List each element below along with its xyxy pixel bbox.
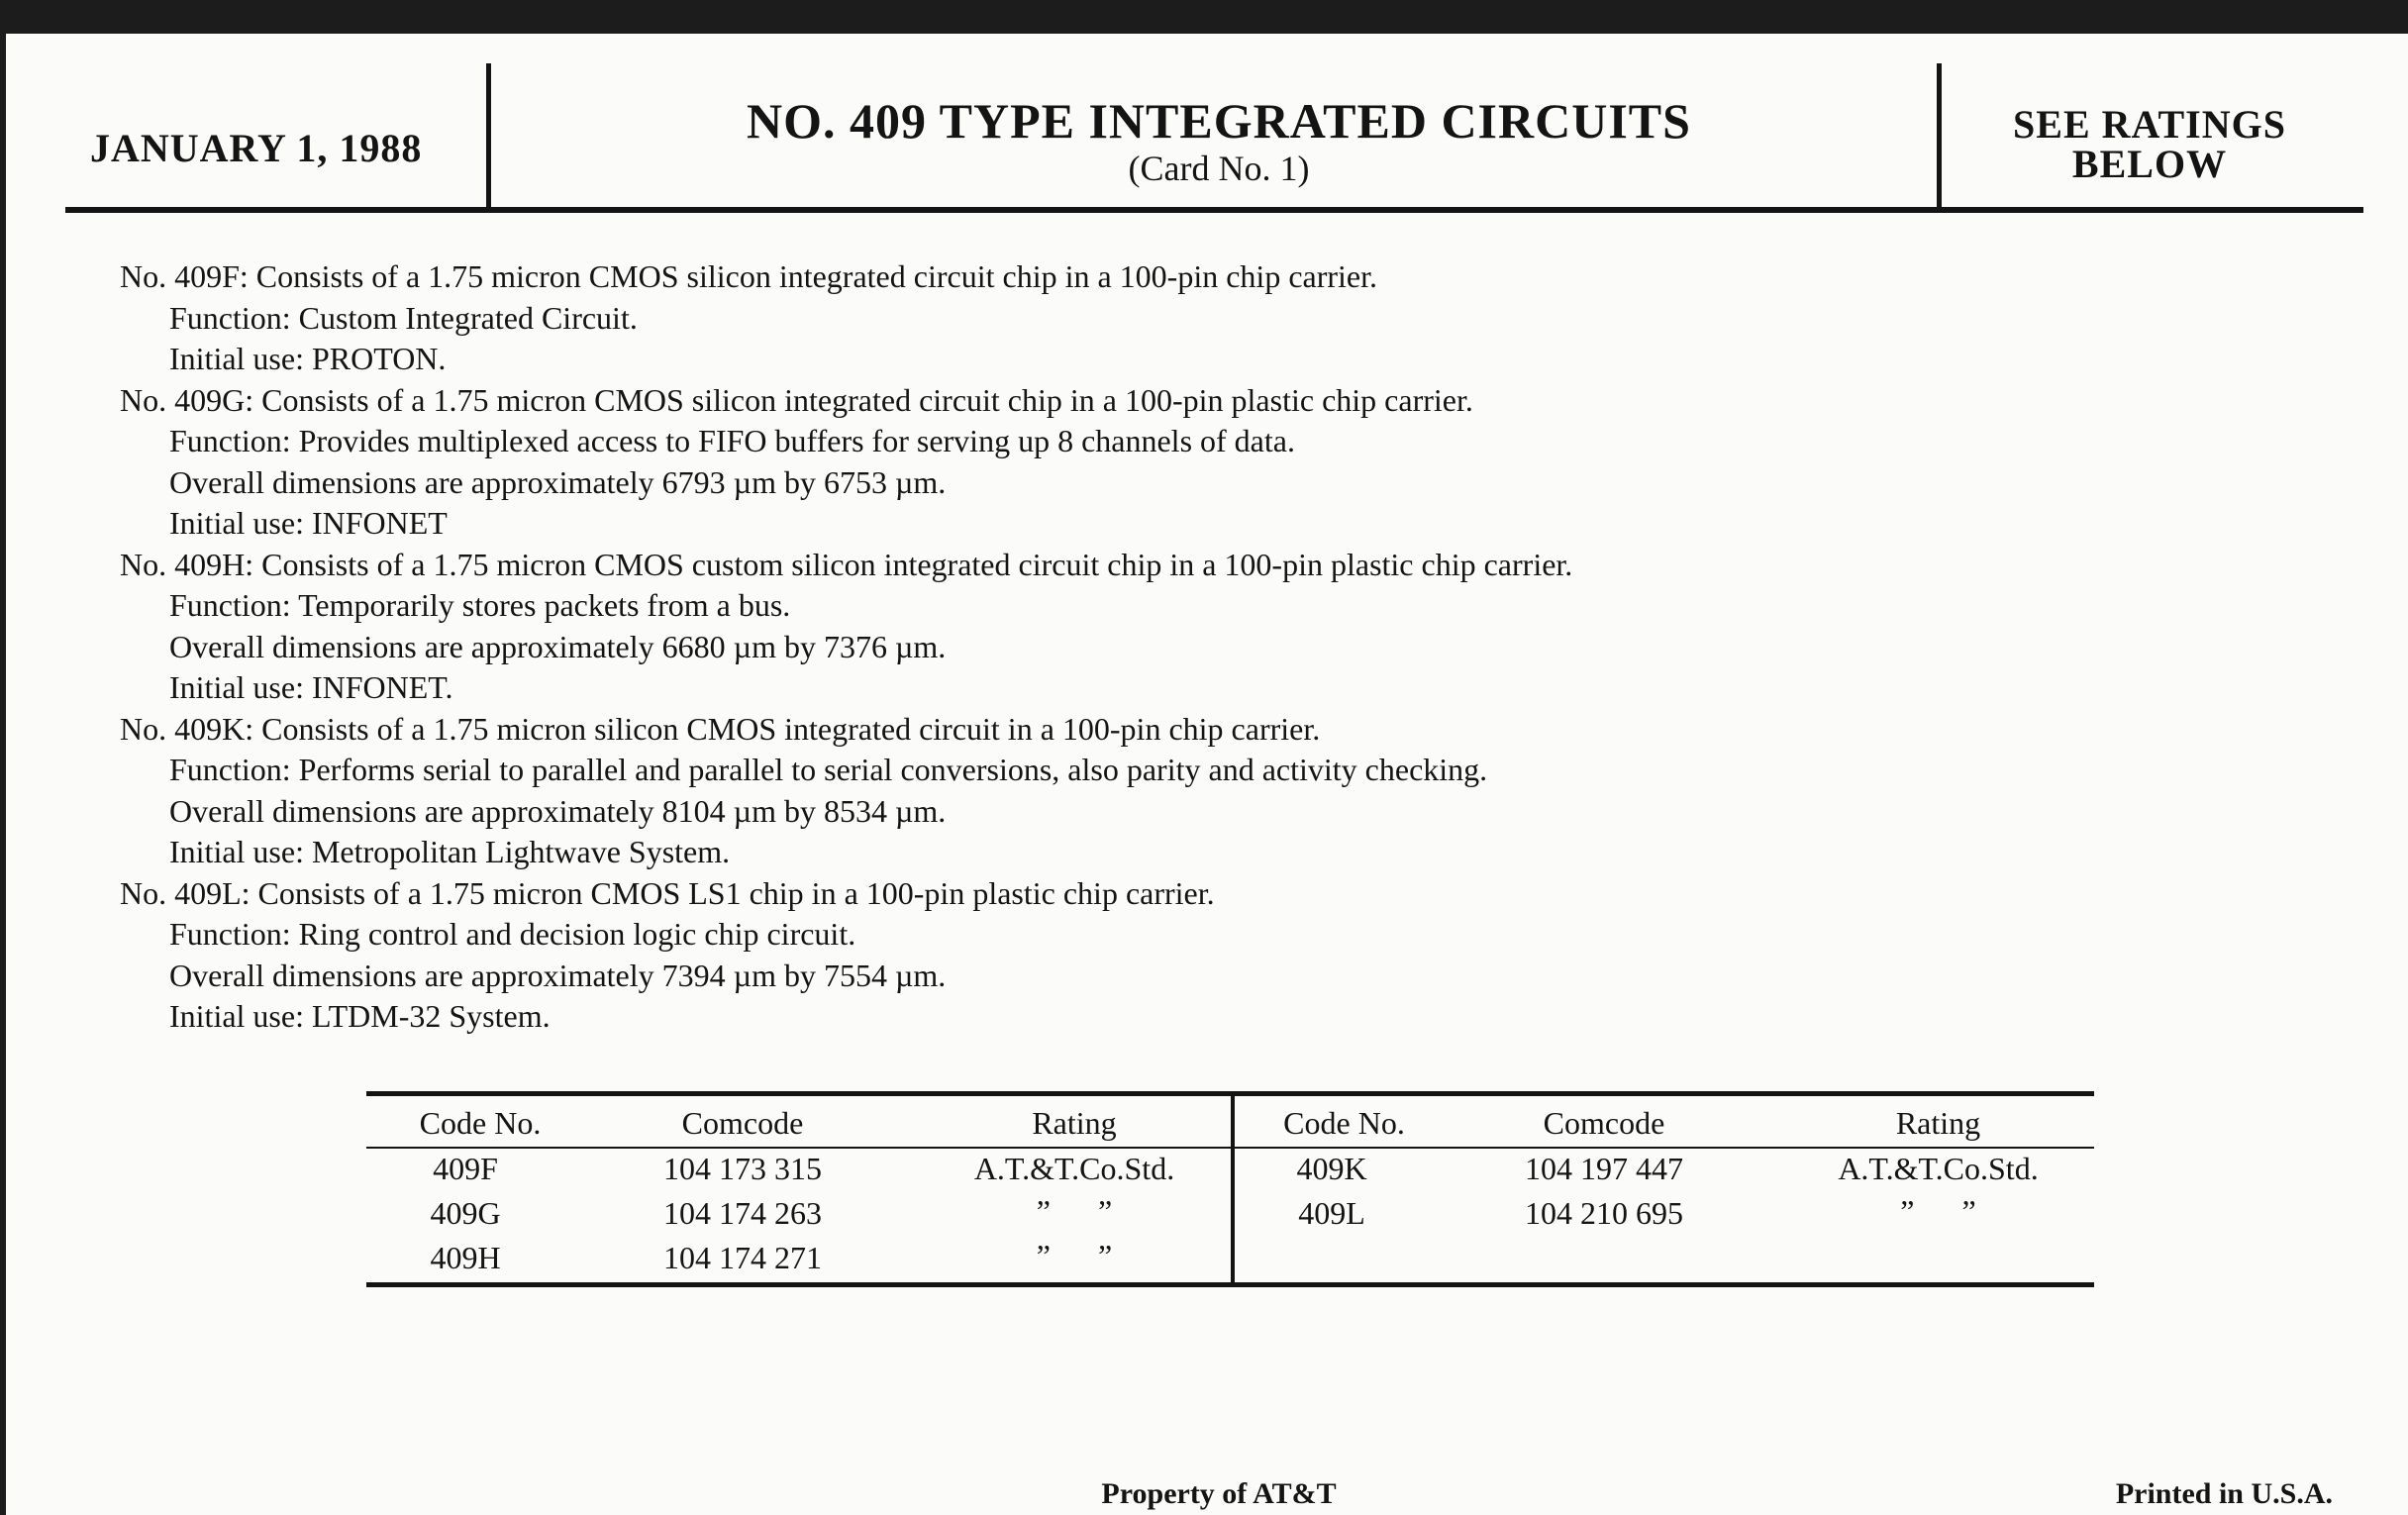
table-cell: ” ” [1900, 1193, 1976, 1229]
ratings-table [366, 1091, 2094, 1289]
header-rule [65, 207, 2363, 213]
col-header-comcode: Comcode [681, 1105, 804, 1141]
entry-line: Function: Custom Integrated Circuit. [169, 299, 638, 336]
entry-line: Overall dimensions are approximately 6680 µm by 7376 µm. [169, 628, 947, 664]
entry-line: Function: Ring control and decision logic chip circuit. [169, 916, 856, 952]
table-cell: 409L [1298, 1195, 1365, 1231]
entry-lead: No. 409L: Consists of a 1.75 micron CMOS LS1 chip in a 100-pin plastic chip carrier. [120, 874, 1215, 911]
col-header-comcode: Comcode [1543, 1105, 1665, 1141]
entry-lead: No. 409F: Consists of a 1.75 micron CMOS silicon integrated circuit chip in a 100-pin chip carrier. [120, 258, 1378, 294]
spec-card [6, 34, 2408, 1515]
entry-line: Function: Performs serial to parallel and parallel to serial conversions, also parity and activity checking. [169, 752, 1488, 787]
card-subtitle: (Card No. 1) [1128, 149, 1310, 188]
footer-printed: Printed in U.S.A. [2115, 1477, 2333, 1510]
entry-line: Initial use: Metropolitan Lightwave System. [169, 834, 731, 869]
card-date: JANUARY 1, 1988 [90, 126, 423, 170]
col-header-rating: Rating [1032, 1105, 1117, 1141]
header-divider-right [1937, 63, 1942, 212]
col-header-rating: Rating [1895, 1105, 1981, 1141]
entry-409h [120, 545, 2249, 709]
entry-lead: No. 409G: Consists of a 1.75 micron CMOS silicon integrated circuit chip in a 100-pin plastic chip carrier. [120, 381, 1473, 418]
entry-line: Function: Provides multiplexed access to FIFO buffers for serving up 8 channels of data. [169, 423, 1295, 458]
table-cell: 104 210 695 [1525, 1195, 1683, 1231]
table-cell: ” ” [1036, 1238, 1113, 1273]
card-title-block [501, 93, 1937, 188]
table-cell: 409F [433, 1151, 498, 1186]
entry-line: Initial use: LTDM-32 System. [169, 998, 551, 1034]
col-header-code: Code No. [419, 1105, 542, 1141]
col-header-code: Code No. [1283, 1105, 1405, 1141]
ratings-note-line1: SEE RATINGS [2013, 102, 2286, 147]
entry-line: Initial use: INFONET. [169, 669, 453, 705]
table-cell: A.T.&T.Co.Std. [1838, 1151, 2039, 1186]
footer-property: Property of AT&T [1101, 1477, 1337, 1510]
table-cell: ” ” [1036, 1193, 1113, 1229]
entry-409k [120, 709, 2249, 873]
table-cell: A.T.&T.Co.Std. [973, 1151, 1175, 1186]
entry-line: Overall dimensions are approximately 7394 µm by 7554 µm. [169, 957, 947, 993]
table-cell: 104 174 263 [663, 1195, 822, 1231]
entries-list [120, 256, 2249, 1038]
entry-lead: No. 409K: Consists of a 1.75 micron silicon CMOS integrated circuit in a 100-pin chip carrier. [120, 710, 1321, 747]
table-cell: 104 173 315 [663, 1151, 822, 1186]
card-title: NO. 409 TYPE INTEGRATED CIRCUITS [747, 93, 1691, 149]
entry-line: Overall dimensions are approximately 8104 µm by 8534 µm. [169, 792, 947, 829]
table-cell: 409H [430, 1240, 501, 1275]
header-divider-left [486, 63, 491, 212]
table-cell: 409K [1296, 1151, 1367, 1186]
table-cell: 104 174 271 [663, 1240, 822, 1275]
ratings-note [1952, 102, 2348, 186]
ratings-note-line2: BELOW [2071, 142, 2228, 186]
entry-lead: No. 409H: Consists of a 1.75 micron CMOS custom silicon integrated circuit chip in a 100-pin plastic chip carrier. [120, 546, 1573, 582]
table-cell: 104 197 447 [1525, 1151, 1683, 1186]
table-cell: 409G [430, 1195, 501, 1231]
entry-line: Function: Temporarily stores packets from a bus. [169, 587, 791, 623]
entry-line: Initial use: INFONET [169, 505, 448, 541]
entry-line: Initial use: PROTON. [169, 341, 447, 376]
entry-409f [120, 256, 2249, 380]
entry-line: Overall dimensions are approximately 6793 µm by 6753 µm. [169, 463, 947, 500]
entry-409l [120, 873, 2249, 1038]
entry-409g [120, 380, 2249, 545]
